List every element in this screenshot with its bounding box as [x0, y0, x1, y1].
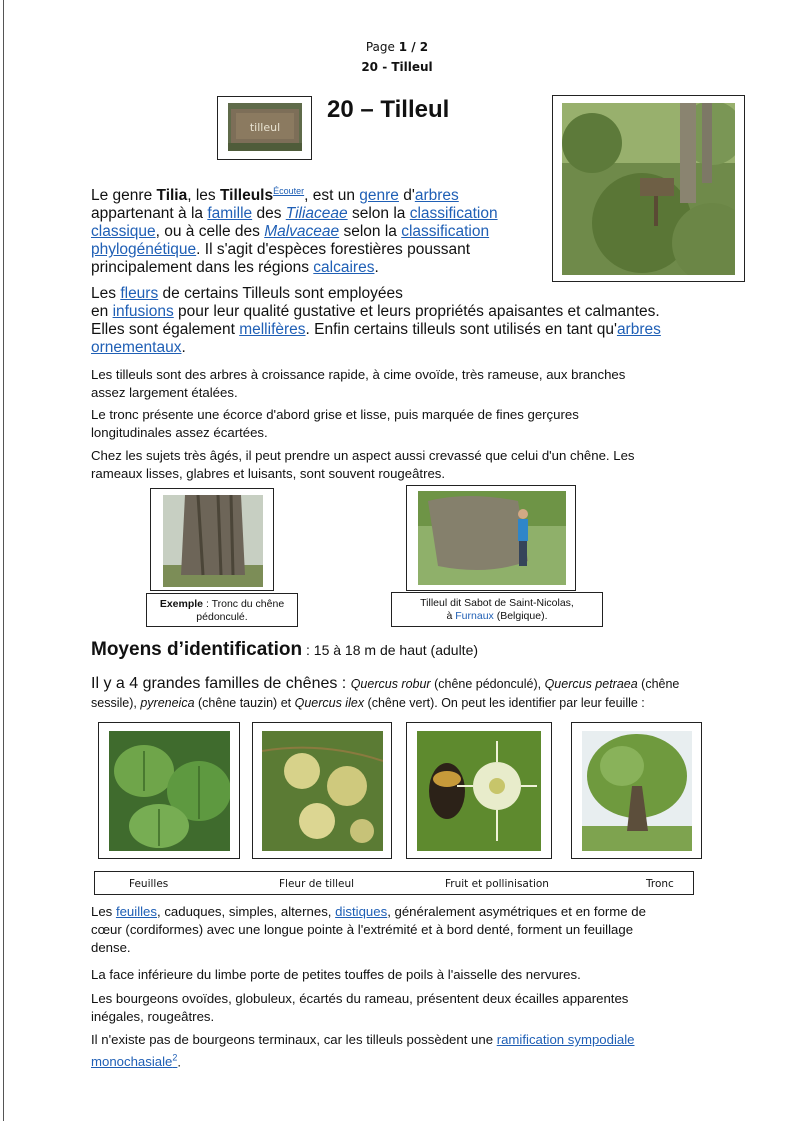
- label-tronc: Tronc: [646, 878, 674, 890]
- text: rameaux lisses, glabres et luisants, sont souvent rougeâtres.: [91, 466, 446, 481]
- leaves-thumbnail: [98, 722, 240, 859]
- caption-sabot: [391, 592, 603, 627]
- text: : Tronc du chêne: [203, 598, 285, 610]
- text: Elles sont également: [91, 321, 240, 338]
- text: appartenant à la: [91, 205, 208, 223]
- text: , est un: [304, 187, 360, 205]
- genre-link[interactable]: genre: [359, 187, 399, 205]
- common-name: Tilleuls: [219, 187, 274, 205]
- oak-trunk-thumbnail: [150, 488, 274, 591]
- page-header: [0, 40, 794, 54]
- footnote-marker: 2: [172, 1053, 178, 1063]
- ornementaux-link[interactable]: ornementaux: [91, 339, 182, 356]
- furnaux-link[interactable]: Furnaux: [455, 610, 494, 622]
- text: (chêne: [637, 677, 680, 691]
- text: selon la: [339, 223, 402, 241]
- text: pour leur qualité gustative et leurs propriétés apaisantes et calmantes.: [173, 303, 660, 320]
- forest-thumbnail: [552, 95, 745, 282]
- feuilles-link[interactable]: feuilles: [115, 904, 157, 919]
- page-left-border: [3, 0, 4, 1121]
- flower-photo: [262, 731, 383, 851]
- text: Il n'existe pas de bourgeons terminaux, car les tilleuls possèdent une: [91, 1032, 497, 1047]
- intro-paragraph: [91, 182, 541, 277]
- uses-paragraph: [91, 285, 751, 357]
- text: .: [177, 1054, 182, 1070]
- classification-link-2[interactable]: classification: [401, 223, 490, 241]
- label-fleur: Fleur de tilleul: [279, 878, 355, 890]
- text: Le genre: [91, 187, 157, 205]
- ramification-link[interactable]: ramification sympodiale: [496, 1032, 635, 1047]
- text: . Enfin certains tilleuls sont utilisés en tant qu': [305, 321, 617, 338]
- tree-thumbnail: [571, 722, 702, 859]
- calcaires-link[interactable]: calcaires: [313, 259, 375, 277]
- text: Quercus petraea: [544, 677, 638, 691]
- identification-heading: [91, 639, 478, 661]
- infusions-link[interactable]: infusions: [112, 303, 174, 320]
- page-number: 1 / 2: [398, 40, 429, 54]
- sabot-photo: [418, 491, 566, 585]
- malvaceae-link[interactable]: Malvaceae: [264, 223, 340, 241]
- caption-oak-trunk: [146, 593, 298, 627]
- photo-labels-bar: [94, 871, 694, 895]
- text: principalement dans les régions: [91, 259, 314, 277]
- bark-paragraph: [91, 406, 751, 442]
- families-heading: Il y a 4 grandes familles de chênes :: [91, 675, 351, 692]
- section-heading: Moyens d’identification: [91, 639, 303, 660]
- text: (chêne vert). On peut les identifier par leur feuille :: [364, 696, 645, 710]
- text: Les: [91, 285, 121, 302]
- height-text: : 15 à 18 m de haut (adulte): [302, 642, 479, 658]
- flower-thumbnail: [252, 722, 392, 859]
- text: , ou à celle des: [155, 223, 265, 241]
- pollination-thumbnail: [406, 722, 552, 859]
- page-title: 20 – Tilleul: [327, 96, 450, 123]
- text: .: [181, 339, 186, 356]
- text: Les bourgeons ovoïdes, globuleux, écartés du rameau, présentent deux écailles apparentes: [91, 991, 629, 1006]
- sabot-thumbnail: [406, 485, 576, 591]
- text: sessile),: [91, 696, 141, 710]
- text: (Belgique).: [493, 610, 548, 622]
- text: Les tilleuls sont des arbres à croissance rapide, à cime ovoïde, très rameuse, aux branches: [91, 367, 626, 382]
- arbres-link[interactable]: arbres: [414, 187, 459, 205]
- text: longitudinales assez écartées.: [91, 425, 268, 440]
- forest-photo: [562, 103, 735, 275]
- text: assez largement étalées.: [91, 385, 238, 400]
- text: inégales, rougeâtres.: [91, 1009, 215, 1024]
- text: , les: [187, 187, 220, 205]
- classification-link[interactable]: classification: [409, 205, 498, 223]
- listen-link[interactable]: Écouter: [273, 186, 305, 196]
- pollination-photo: [417, 731, 541, 851]
- terminal-buds-paragraph: [91, 1031, 751, 1071]
- oak-trunk-photo: [163, 495, 263, 587]
- text: Les: [91, 904, 116, 919]
- text: en: [91, 303, 113, 320]
- monochasiale-link[interactable]: [91, 1054, 177, 1069]
- text: pyreneica: [140, 696, 195, 710]
- limbe-paragraph: La face inférieure du limbe porte de petites touffes de poils à l'aisselle des nervures.: [91, 967, 581, 982]
- text: Tilleul dit Sabot de Saint-Nicolas,: [420, 597, 574, 609]
- text: (chêne pédonculé),: [430, 677, 545, 691]
- caption-bold: Exemple: [159, 598, 204, 610]
- leaves-paragraph: [91, 903, 751, 957]
- families-paragraph: [91, 674, 751, 713]
- text: monochasiale: [91, 1054, 173, 1070]
- page-label: Page: [365, 40, 399, 54]
- text: pédonculé.: [196, 611, 248, 623]
- text: Quercus ilex: [294, 696, 365, 710]
- text: . Il s'agit d'espèces forestières poussant: [196, 241, 471, 259]
- text: Chez les sujets très âgés, il peut prendre un aspect aussi crevassé que celui d'un chêne. Les: [91, 448, 635, 463]
- tiliaceae-link[interactable]: Tiliaceae: [285, 205, 348, 223]
- buds-paragraph: [91, 990, 751, 1026]
- distiques-link[interactable]: distiques: [335, 904, 388, 919]
- text: (chêne tauzin) et: [194, 696, 295, 710]
- sign-text: tilleul: [249, 121, 281, 134]
- text: des: [252, 205, 286, 223]
- text: dense.: [91, 940, 131, 955]
- text: à: [446, 610, 456, 622]
- famille-link[interactable]: famille: [207, 205, 253, 223]
- label-feuilles: Feuilles: [129, 878, 169, 890]
- melliferes-link[interactable]: mellifères: [239, 321, 306, 338]
- text: , généralement asymétriques et en forme de: [387, 904, 646, 919]
- growth-paragraph: [91, 366, 751, 402]
- text: Quercus robur: [350, 677, 431, 691]
- text: .: [374, 259, 379, 277]
- label-fruit: Fruit et pollinisation: [445, 878, 549, 890]
- sign-photo: [228, 103, 302, 151]
- text: de certains Tilleuls sont employées: [158, 285, 403, 302]
- text: , caduques, simples, alternes,: [157, 904, 336, 919]
- leaves-photo: [109, 731, 230, 851]
- text: d': [398, 187, 415, 205]
- classique-link[interactable]: classique: [91, 223, 156, 241]
- page-subtitle: 20 - Tilleul: [361, 60, 433, 74]
- text: selon la: [347, 205, 410, 223]
- fleurs-link[interactable]: fleurs: [120, 285, 159, 302]
- phylogenetique-link[interactable]: phylogénétique: [91, 241, 197, 259]
- arbres-ornementaux-link[interactable]: arbres: [616, 321, 661, 338]
- genus-name: Tilia: [156, 187, 188, 205]
- text: cœur (cordiformes) avec une longue pointe à l'extrémité et à bord denté, forment un feuillage: [91, 922, 634, 937]
- text: Le tronc présente une écorce d'abord grise et lisse, puis marquée de fines gerçures: [91, 407, 579, 422]
- old-trees-paragraph: [91, 447, 751, 483]
- tree-photo: [582, 731, 692, 851]
- sign-thumbnail: [217, 96, 312, 160]
